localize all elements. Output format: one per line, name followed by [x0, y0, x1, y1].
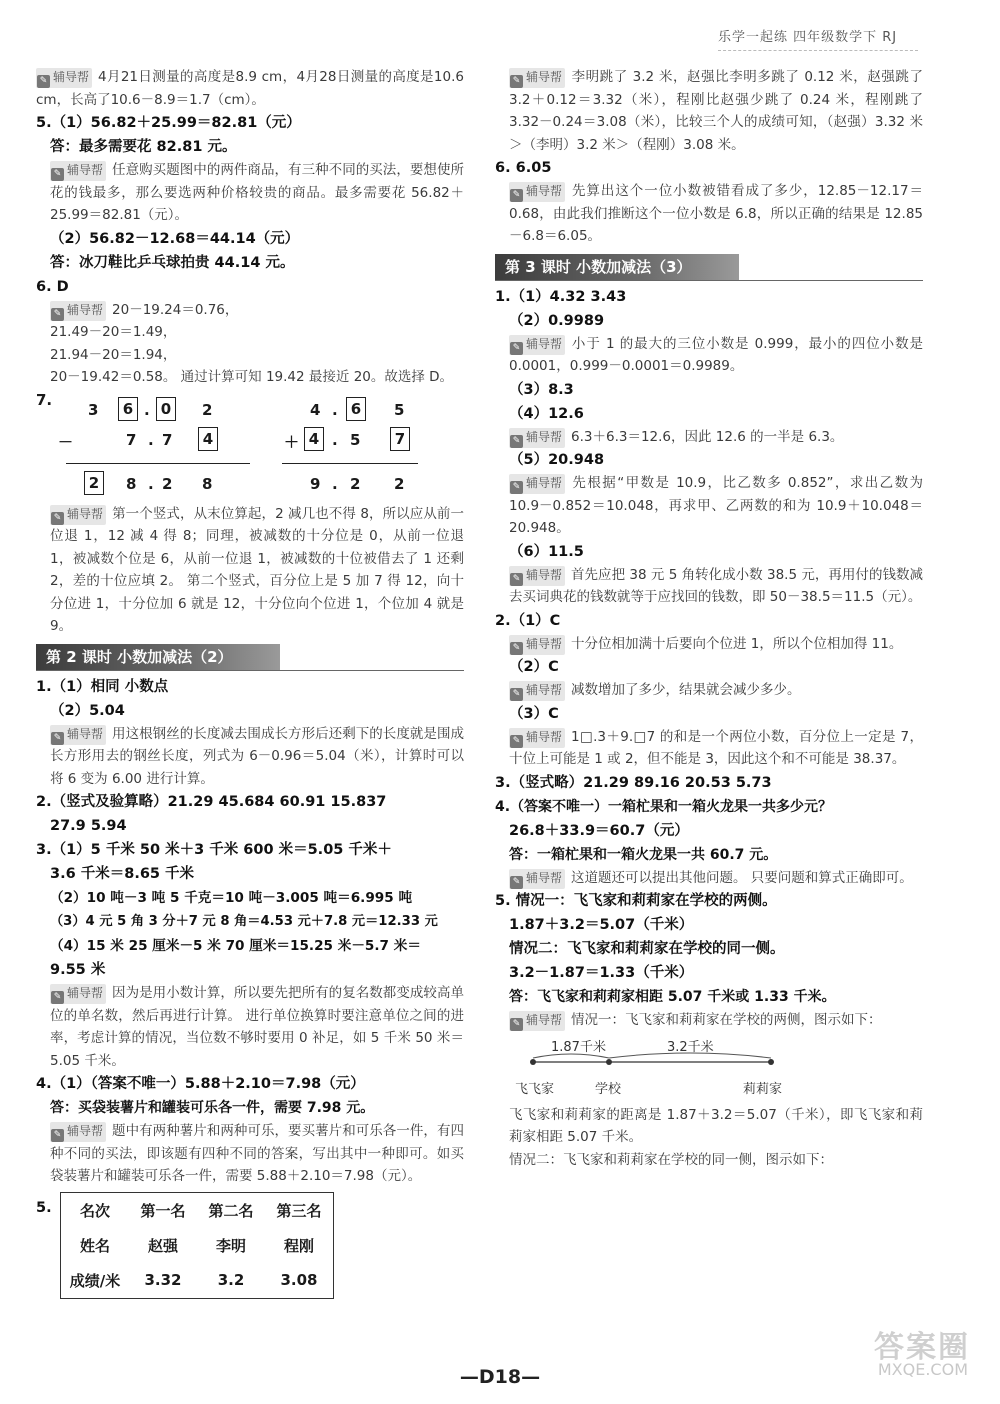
table-cell: 李明: [215, 1236, 246, 1255]
table-cell: 程刚: [283, 1236, 314, 1255]
teacher-icon: ✎: [510, 435, 523, 448]
answer-line: 答：一箱杧果和一箱火龙果一共 60.7 元。: [509, 846, 778, 863]
help-block: ✎ 辅导帮 先算出这个一位小数被错看成了多少，12.85－12.17＝0.68，由此我们推断这个一位小数是 6.8，所以正确的结果是 12.85－6.8＝6.05。: [509, 183, 923, 244]
help-block: ✎ 辅导帮 十分位相加满十后要向个位进 1，所以个位相加得 11。: [509, 633, 923, 656]
answer-line: 27.9 5.94: [50, 818, 127, 834]
point-feifei: [530, 1059, 536, 1065]
help-line: 21.49－20＝1.49，: [50, 324, 177, 340]
teacher-icon: ✎: [510, 573, 523, 586]
answer-line: 1.87＋3.2＝5.07（千米）: [509, 917, 694, 933]
help-block: ✎ 辅导帮 这道题还可以提出其他问题。 只要问题和算式正确即可。: [509, 867, 923, 890]
teacher-icon: ✎: [510, 342, 523, 355]
place-label: 飞飞家: [515, 1081, 555, 1097]
digit: 3: [88, 400, 99, 419]
operator: ＋: [284, 432, 300, 451]
answer-line: 2.（1）C: [495, 612, 561, 629]
answer-line: （2）5.04: [50, 702, 125, 719]
answer-line: 6. 6.05: [495, 160, 552, 176]
answer-line: 答：冰刀鞋比乒乓球拍贵 44.14 元。: [50, 254, 295, 271]
help-tag: ✎ 辅导帮: [509, 869, 565, 889]
brace: [609, 1053, 771, 1058]
help-tag: ✎ 辅导帮: [509, 182, 565, 202]
section-title: 第 3 课时 小数加减法（3）: [495, 254, 739, 280]
right-column: [495, 66, 923, 1171]
filled-box: 2: [84, 471, 104, 495]
answer-line: 5. 情况一：飞飞家和莉莉家在学校的两侧。: [495, 893, 777, 909]
teacher-icon: ✎: [37, 75, 50, 88]
answer-line: 3.6 千米＝8.65 千米: [50, 866, 195, 882]
table-row: [61, 1192, 334, 1228]
left-column: [36, 66, 464, 1299]
table-cell: 成绩/米: [69, 1271, 121, 1290]
section-rule: [36, 670, 464, 671]
teacher-icon: ✎: [510, 189, 523, 202]
teacher-icon: ✎: [510, 735, 523, 748]
answer-line: 1.（1）相同 小数点: [36, 678, 169, 695]
help-block: ✎ 辅导帮 6.3＋6.3＝12.6，因此 12.6 的一半是 6.3。: [509, 426, 923, 449]
help-block: ✎ 辅导帮 情况一：飞飞家和莉莉家在学校的两侧，图示如下：: [509, 1009, 923, 1032]
help-tag: ✎ 辅导帮: [509, 728, 565, 748]
digit: 7: [126, 430, 137, 449]
help-block: ✎ 辅导帮 第一个竖式，从末位算起，2 减几也不得 8，所以应从前一位退 1，12 减 4 得 8；同理，被减数的十分位是 0，从前一位退 1，被减数个位是 6，从前一位退 1，被减数的十位被借去了 1 还剩 2，差的十位应填 2。 第二个竖式，百分位上是 5 加 7 得 12，向十分位进 1，十分位加 6 就是 12，十分位向个位进 1，个位加 4 就是 9。: [50, 505, 464, 634]
table-cell: 3.2: [217, 1271, 245, 1289]
help-tag: ✎ 辅导帮: [509, 566, 565, 586]
question-number: 5.: [36, 1199, 52, 1216]
help-tag: ✎ 辅导帮: [50, 725, 106, 745]
answer-line: （4）12.6: [509, 405, 584, 422]
filled-box: 0: [156, 397, 176, 421]
answer-line: （4）15 米 25 厘米－5 米 70 厘米＝15.25 米－5.7 米＝: [50, 938, 421, 954]
digit: 2: [394, 474, 405, 493]
answer-line: 4.（答案不唯一）一箱杧果和一箱火龙果一共多少元？: [495, 798, 833, 815]
help-block: ✎ 辅导帮 任意购买题图中的两件商品，有三种不同的买法，要想使所花的钱最多，那么要选两种价格较贵的商品。最多需要花 56.82＋25.99＝82.81（元）。: [50, 162, 464, 223]
help-tag: ✎ 辅导帮: [509, 635, 565, 655]
section-rule: [495, 280, 923, 281]
place-label: 学校: [595, 1081, 622, 1097]
table-cell: 第二名: [208, 1201, 254, 1220]
teacher-icon: ✎: [51, 168, 64, 181]
distance-label: 1.87千米: [551, 1039, 606, 1055]
watermark-logo: 答案圈: [874, 1330, 970, 1365]
help-block: ✎ 辅导帮 20－19.24＝0.76，: [50, 299, 464, 322]
help-block: ✎ 辅导帮 小于 1 的最大的三位小数是 0.999，最小的四位小数是 0.0001，0.999－0.0001＝0.9989。: [509, 335, 923, 374]
filled-box: 7: [390, 427, 410, 451]
watermark-url: MXQE.COM: [877, 1360, 968, 1379]
table-cell: 第三名: [276, 1201, 322, 1220]
help-tag: ✎ 辅导帮: [50, 161, 106, 181]
help-line: 飞飞家和莉莉家的距离是 1.87＋3.2＝5.07（千米），即飞飞家和莉莉家相距 5.07 千米。: [509, 1106, 923, 1145]
help-tag: ✎ 辅导帮: [509, 335, 565, 355]
digit: 4: [310, 400, 321, 419]
distance-diagram: [495, 1036, 923, 1100]
operator: －: [58, 432, 74, 451]
digit: 8: [126, 474, 137, 493]
teacher-icon: ✎: [51, 991, 64, 1004]
digit: 5: [394, 400, 405, 419]
answer-line: 1.（1）4.32 3.43: [495, 288, 627, 305]
answer-line: （2）0.9989: [509, 312, 605, 329]
number-line: [521, 1050, 781, 1076]
teacher-icon: ✎: [510, 75, 523, 88]
help-block: ✎ 辅导帮 题中有两种薯片和两种可乐，要买薯片和可乐各一件，有四种不同的买法，即该题有四种不同的答案，写出其中一种即可。如买袋装薯片和罐装可乐各一件，需要 5.88＋2.10＝7.98（元）。: [50, 1123, 464, 1184]
answer-line: （3）8.3: [509, 381, 574, 398]
table-cell: 3.32: [144, 1271, 182, 1289]
section-title: 第 2 课时 小数加减法（2）: [36, 644, 280, 670]
help-tag: ✎ 辅导帮: [509, 428, 565, 448]
help-line: 21.94－20＝1.94，: [50, 346, 177, 363]
answer-line: 3.（竖式略）21.29 89.16 20.53 5.73: [495, 774, 772, 791]
answer-line: 答：最多需要花 82.81 元。: [50, 139, 237, 155]
answer-line: （5）20.948: [509, 452, 605, 468]
teacher-icon: ✎: [51, 732, 64, 745]
answer-line: （2）C: [509, 659, 559, 675]
digit: 2: [350, 474, 361, 493]
answer-line: 4.（1）（答案不唯一）5.88＋2.10＝7.98（元）: [36, 1076, 365, 1092]
answer-line: 答：买袋装薯片和罐装可乐各一件，需要 7.98 元。: [50, 1100, 375, 1116]
digit: 2: [162, 474, 173, 493]
table-cell: 赵强: [147, 1236, 178, 1255]
page-number: —D18—: [459, 1366, 541, 1388]
digit: .: [148, 474, 154, 493]
digit: 8: [202, 474, 213, 493]
teacher-icon: ✎: [510, 876, 523, 889]
results-table: [60, 1192, 334, 1299]
answer-line: 情况二：飞飞家和莉莉家在学校的同一侧。: [509, 941, 785, 957]
table-cell: 3.08: [280, 1271, 318, 1289]
help-block: ✎ 辅导帮 1□.3＋9.□7 的和是一个两位小数，百分位上一定是 7，十位上可能是 1 或 2，但不能是 3，因此这个和不可能是 38.37。: [509, 728, 923, 767]
help-tag: ✎ 辅导帮: [50, 301, 106, 321]
help-block: ✎ 辅导帮 用这根钢丝的长度减去围成长方形后还剩下的长度就是围成长方形用去的钢丝长度，列式为 6－0.96＝5.04（米），计算时可以将 6 变为 6.00 进行计算。: [50, 725, 464, 787]
point-lili: [768, 1059, 774, 1065]
answer-line: 2.（竖式及验算略）21.29 45.684 60.91 15.837: [36, 794, 387, 810]
answer-line: （2）56.82－12.68＝44.14（元）: [50, 230, 300, 247]
table-cell: 名次: [79, 1201, 110, 1220]
help-block: ✎ 辅导帮 首先应把 38 元 5 角转化成小数 38.5 元，再用付的钱数减去买词典花的钱数就等于应找回的钱数，即 50－38.5＝11.5（元）。: [509, 566, 923, 605]
answer-line: 9.55 米: [50, 962, 106, 978]
page-header: 乐学一起练 四年级数学下 RJ: [718, 30, 898, 45]
digit: .: [332, 400, 338, 419]
help-tag: ✎ 辅导帮: [509, 68, 565, 88]
answer-line: （6）11.5: [509, 543, 584, 560]
table-row: [61, 1263, 334, 1299]
teacher-icon: ✎: [51, 308, 64, 321]
help-tag: ✎ 辅导帮: [50, 505, 106, 525]
filled-box: 6: [346, 397, 366, 421]
help-line: 情况二：飞飞家和莉莉家在学校的同一侧，图示如下：: [509, 1151, 833, 1168]
help-line: 20－19.42＝0.58。 通过计算可知 19.42 最接近 20。故选择 D。: [50, 369, 454, 385]
answer-line: 3.（1）5 千米 50 米＋3 千米 600 米＝5.05 千米＋: [36, 842, 392, 858]
answer-line: （3）4 元 5 角 3 分＋7 元 8 角＝4.53 元＋7.8 元＝12.33 元: [50, 914, 438, 929]
answer-line: （2）10 吨－3 吨 5 千克＝10 吨－3.005 吨＝6.995 吨: [50, 890, 413, 906]
help-tag: ✎ 辅导帮: [509, 474, 565, 494]
answer-line: 6. D: [36, 278, 69, 295]
teacher-icon: ✎: [510, 481, 523, 494]
help-tag: ✎ 辅导帮: [50, 984, 106, 1004]
table-cell: 第一名: [140, 1201, 186, 1220]
help-tag: ✎ 辅导帮: [36, 68, 92, 88]
point-school: [606, 1059, 612, 1065]
digit: .: [332, 430, 338, 449]
place-label: 莉莉家: [743, 1081, 783, 1097]
help-tag: ✎ 辅导帮: [509, 1011, 565, 1031]
answer-line: （3）C: [509, 705, 559, 722]
digit: 7: [162, 430, 173, 449]
answer-line: 答：飞飞家和莉莉家相距 5.07 千米或 1.33 千米。: [509, 989, 836, 1005]
filled-box: 6: [118, 397, 138, 421]
digit: .: [332, 474, 338, 493]
digit: 2: [202, 400, 213, 419]
help-block: ✎ 辅导帮 先根据“甲数是 10.9，比乙数多 0.852”，求出乙数为 10.9－0.852＝10.048，再求甲、乙两数的和为 10.9＋10.048＝20.948。: [509, 475, 923, 536]
sum-line: [66, 463, 250, 464]
digit: 5: [350, 430, 361, 449]
teacher-icon: ✎: [510, 642, 523, 655]
digit: .: [148, 430, 154, 449]
help-block: ✎ 辅导帮 4月21日测量的高度是8.9 cm，4月28日测量的高度是10.6 cm，长高了10.6－8.9＝1.7（cm）。: [36, 69, 464, 108]
answer-line: 5.（1）56.82＋25.99＝82.81（元）: [36, 115, 301, 131]
teacher-icon: ✎: [51, 512, 64, 525]
teacher-icon: ✎: [510, 1018, 523, 1031]
answer-line: 3.2－1.87＝1.33（千米）: [509, 965, 694, 981]
brace: [533, 1054, 609, 1058]
question-number: 7.: [36, 390, 53, 409]
teacher-icon: ✎: [510, 688, 523, 701]
digit: 9: [310, 474, 321, 493]
teacher-icon: ✎: [51, 1129, 64, 1142]
digit: .: [144, 400, 150, 419]
filled-box: 4: [198, 427, 218, 451]
help-tag: ✎ 辅导帮: [509, 681, 565, 701]
results-table-block: [36, 1192, 464, 1299]
filled-box: 4: [304, 427, 324, 451]
help-tag: ✎ 辅导帮: [50, 1122, 106, 1142]
help-block: ✎ 辅导帮 减数增加了多少，结果就会减少多少。: [509, 679, 923, 702]
table-cell: 姓名: [79, 1236, 110, 1255]
table-row: [61, 1228, 334, 1263]
sum-line: [282, 463, 418, 464]
help-block: ✎ 辅导帮 因为是用小数计算，所以要先把所有的复名数都变成较高单位的单名数，然后再进行计算。 进行单位换算时要注意单位之间的进率，考虑计算的情况，当位数不够时要用 0 补足，如 5 千米 50 米＝5.05 千米。: [50, 985, 464, 1069]
vertical-calculations: [36, 391, 464, 499]
help-block: ✎ 辅导帮 李明跳了 3.2 米，赵强比李明多跳了 0.12 米，赵强跳了 3.2＋0.12＝3.32（米），程刚比赵强少跳了 0.24 米，程刚跳了 3.32－0.24＝3.08（米），比较三个人的成绩可知，（赵强）3.32 米＞（李明）3.2 米＞（程刚）3.08 米。: [509, 69, 923, 153]
distance-label: 3.2千米: [667, 1039, 714, 1055]
header-rule: [718, 50, 918, 51]
answer-line: 26.8＋33.9＝60.7（元）: [509, 822, 689, 839]
